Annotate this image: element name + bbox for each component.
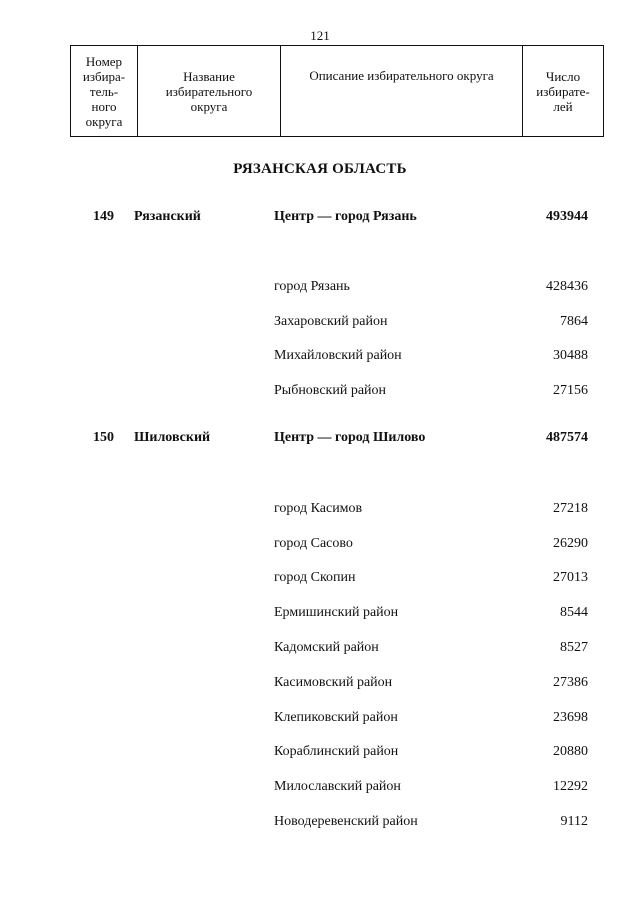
header-description-text: Описание избирательного округа [309,68,494,83]
area-voters: 27013 [553,570,588,585]
district-row [0,209,640,229]
area-name: Касимовский район [274,675,393,690]
header-number-line: тель- [89,83,119,99]
area-voters: 27156 [553,383,588,398]
area-row [0,744,640,764]
area-row [0,814,640,834]
area-voters: 9112 [560,814,588,829]
header-voters-line: лей [553,98,573,114]
area-voters: 26290 [553,536,588,551]
area-row [0,314,640,334]
area-row [0,501,640,521]
area-row [0,640,640,660]
area-name: Клепиковский район [274,710,398,725]
column-header-table [70,45,604,137]
area-name: город Сасово [274,536,353,551]
area-name: Новодеревенский район [274,814,418,829]
header-number-line: избира- [82,68,126,84]
area-voters: 428436 [546,279,588,294]
area-row [0,605,640,625]
area-voters: 27218 [553,501,588,516]
area-row [0,348,640,368]
header-voters-line: Число [545,68,581,84]
header-district-name [138,46,281,137]
area-voters: 23698 [553,710,588,725]
area-name: город Скопин [274,570,356,585]
header-name-line: Название [183,68,235,84]
district-center: Центр — город Рязань [274,209,417,224]
area-voters: 20880 [553,744,588,759]
region-title: РЯЗАНСКАЯ ОБЛАСТЬ [233,161,407,177]
area-name: Захаровский район [274,314,388,329]
header-voters-line: избирате- [536,83,590,99]
area-row [0,570,640,590]
column-header-row [71,46,604,137]
district-number: 150 [93,430,114,445]
area-name: Михайловский район [274,348,402,363]
header-district-description [281,46,523,137]
area-voters: 8527 [560,640,588,655]
header-name-line: округа [190,98,228,114]
area-name: город Касимов [274,501,363,516]
district-row [0,430,640,450]
page-number: 121 [310,28,330,43]
header-voter-count [523,46,604,137]
area-name: Рыбновский район [274,383,387,398]
area-row [0,279,640,299]
area-name: город Рязань [274,279,350,294]
header-number-line: Номер [85,53,123,69]
area-name: Милославский район [274,779,401,794]
area-name: Кораблинский район [274,744,399,759]
area-name: Ермишинский район [274,605,399,620]
district-total-voters: 493944 [546,209,588,224]
district-center: Центр — город Шилово [274,430,426,445]
area-voters: 30488 [553,348,588,363]
area-voters: 8544 [560,605,588,620]
area-row [0,383,640,403]
district-number: 149 [93,209,114,224]
area-name: Кадомский район [274,640,379,655]
header-name-line: избирательного [165,83,253,99]
area-row [0,536,640,556]
district-name: Шиловский [134,430,211,445]
header-number-line: ного [91,98,117,114]
area-voters: 7864 [560,314,588,329]
area-voters: 12292 [553,779,588,794]
area-row [0,710,640,730]
district-name: Рязанский [134,209,201,224]
header-district-number [71,46,138,137]
header-number-line: округа [85,113,123,129]
area-row [0,779,640,799]
district-total-voters: 487574 [546,430,588,445]
area-voters: 27386 [553,675,588,690]
area-row [0,675,640,695]
